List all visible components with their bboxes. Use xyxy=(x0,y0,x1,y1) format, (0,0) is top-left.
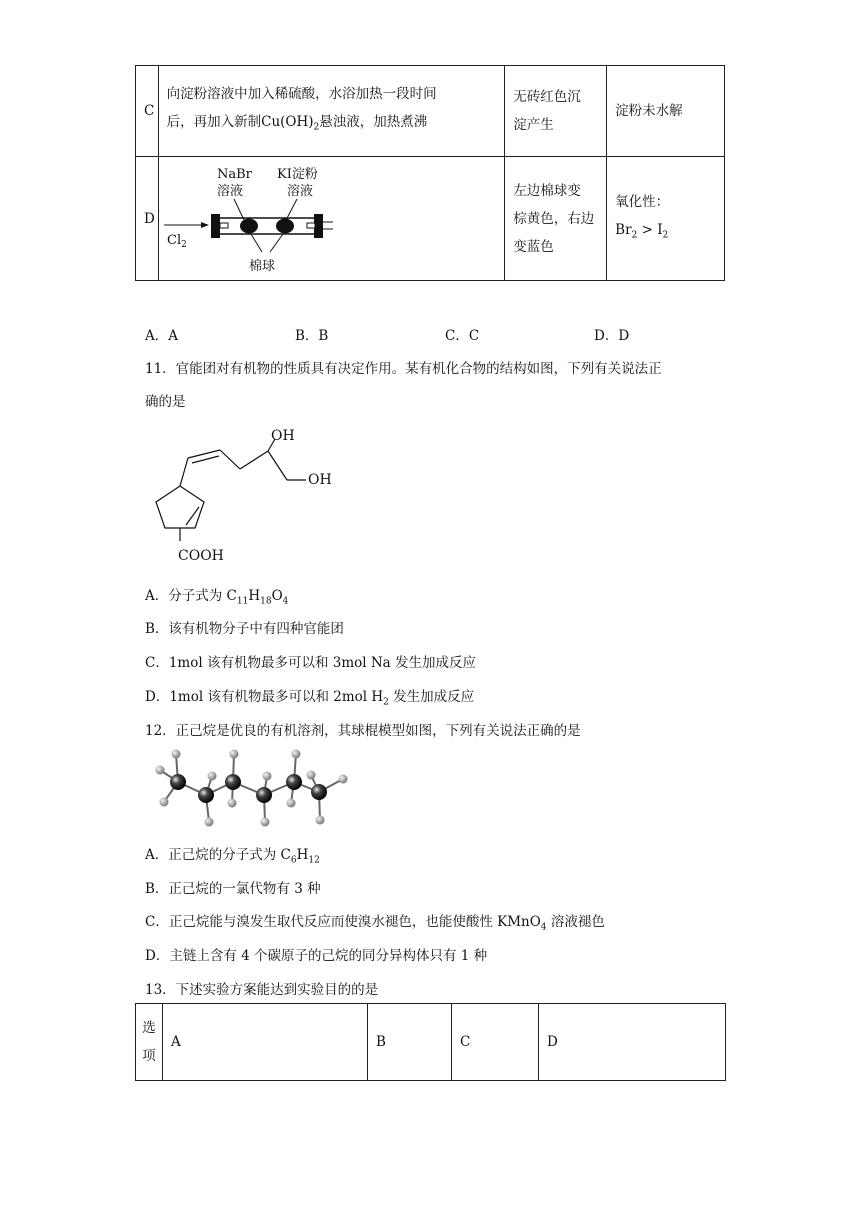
conclusion-cell: 淀粉未水解 xyxy=(607,66,725,157)
table-row xyxy=(136,66,725,157)
phenomenon-cell: 无砖红色沉 淀产生 xyxy=(505,66,607,157)
header-option: 选 项 xyxy=(136,1004,163,1081)
option-cell: D xyxy=(136,157,159,281)
q11-structure xyxy=(140,425,360,565)
label-cl2: $Cl_2$ xyxy=(166,232,187,250)
label-cotton: 棉球 xyxy=(248,258,275,274)
q11-stem-line1: 11．官能团对有机物的性质具有决定作用。某有机化合物的结构如图，下列有关说法正 xyxy=(145,361,662,377)
header-b: B xyxy=(368,1004,452,1081)
operation-text-line: 后，再加入新制$Cu(OH)_2$悬浊液，加热煮沸 xyxy=(166,114,428,133)
apparatus-diagram-cell xyxy=(158,157,505,281)
option-b[interactable]: B．B xyxy=(295,328,329,344)
label-ki-starch: KI淀粉 xyxy=(276,166,318,182)
label-oh-right: OH xyxy=(308,472,332,488)
option-c[interactable]: C．C xyxy=(445,328,480,344)
q11-option-d[interactable]: D．1mol 该有机物最多可以和 2mol $H_2$ 发生加成反应 xyxy=(145,689,475,708)
option-a[interactable]: A．A xyxy=(145,328,178,344)
q11-option-c[interactable]: C．1mol 该有机物最多可以和 3mol Na 发生加成反应 xyxy=(145,655,477,671)
label-oh-top: OH xyxy=(271,428,295,444)
apparatus-diagram xyxy=(159,158,459,280)
cotton-ball-left xyxy=(240,218,258,233)
operation-cell xyxy=(158,66,505,157)
q12-ball-stick-model xyxy=(148,742,368,832)
operation-text-line: 向淀粉溶液中加入稀硫酸，水浴加热一段时间 xyxy=(166,86,437,103)
q13-stem: 13．下述实验方案能达到实验目的的是 xyxy=(145,982,379,998)
table-row xyxy=(136,1004,726,1081)
q11-stem-line2: 确的是 xyxy=(145,394,186,410)
q12-option-a[interactable]: A．正己烷的分子式为 $C_6H_{12}$ xyxy=(145,847,320,866)
cotton-ball-right xyxy=(276,218,294,233)
q11-option-a[interactable]: A．分子式为 $C_{11}H_{18}O_4$ xyxy=(145,588,289,607)
experiment-table xyxy=(135,65,725,281)
q10-options xyxy=(145,324,745,344)
label-ki-starch-solution: 溶液 xyxy=(286,183,313,199)
formula-cu-oh2: $Cu(OH)_2$ xyxy=(261,114,320,133)
tube xyxy=(217,218,317,234)
q12-option-d[interactable]: D．主链上含有 4 个碳原子的己烷的同分异构体只有 1 种 xyxy=(145,948,488,964)
header-c: C xyxy=(452,1004,539,1081)
q12-option-b[interactable]: B．正己烷的一氯代物有 3 种 xyxy=(145,881,321,897)
phenomenon-cell: 左边棉球变 棕黄色，右边 变蓝色 xyxy=(505,157,607,281)
oxidizing-comparison: $Br_2 > I_2$ xyxy=(615,221,669,241)
q11-option-b[interactable]: B．该有机物分子中有四种官能团 xyxy=(145,621,344,637)
label-nabr: NaBr xyxy=(216,166,252,182)
option-d[interactable]: D．D xyxy=(594,328,630,344)
q12-option-c[interactable]: C．正己烷能与溴发生取代反应而使溴水褪色，也能使酸性 KMnO$_4$ 溶液褪色 xyxy=(145,914,605,933)
table-row xyxy=(136,157,725,281)
q13-table xyxy=(135,1003,726,1081)
header-d: D xyxy=(539,1004,726,1081)
header-a: A xyxy=(163,1004,368,1081)
label-cooh: COOH xyxy=(178,548,224,564)
conclusion-cell: 氧化性： $Br_2 > I_2$ xyxy=(607,157,725,281)
option-cell: C xyxy=(136,66,159,157)
q12-stem: 12．正己烷是优良的有机溶剂，其球棍模型如图，下列有关说法正确的是 xyxy=(145,723,581,739)
label-nabr-solution: 溶液 xyxy=(216,183,243,199)
